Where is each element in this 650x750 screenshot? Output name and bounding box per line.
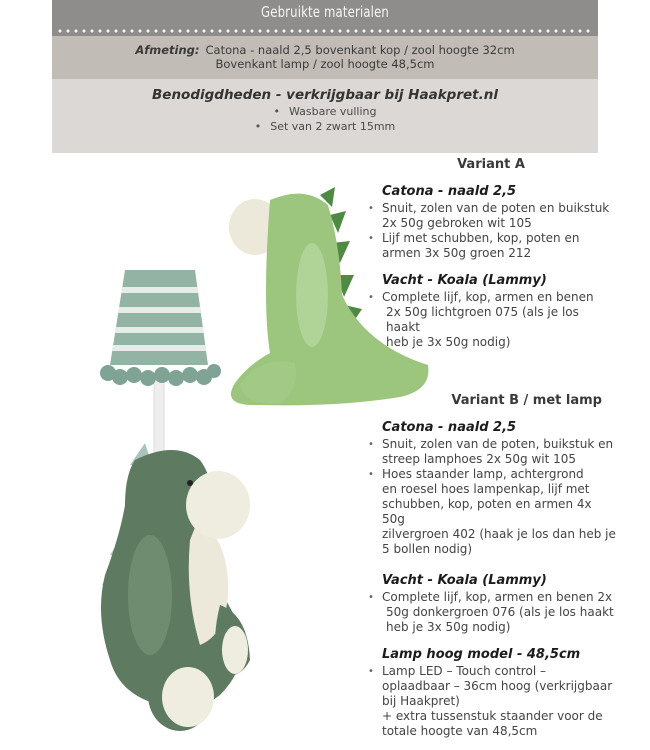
list-item: • Lamp LED – Touch control – oplaadbaar – 36cm hoog (verkrijgbaar bij Haakpret) + extra tussenstuk staander voor de totale hoogte van 48,5cm (366, 664, 616, 739)
section-header (52, 0, 598, 36)
variant-a-section (366, 157, 616, 350)
benodigdheden-band (52, 79, 598, 153)
list-item: • Set van 2 zwart 15mm (52, 119, 598, 134)
variant-a-title: Variant A (457, 157, 525, 172)
list-item: • Complete lijf, kop, armen en benen 2x 50g lichtgroen 075 (als je los haakt heb je 3x 50g nodig) (366, 290, 616, 350)
benodigdheden-title: Benodigdheden - verkrijgbaar bij Haakpret.nl (152, 87, 498, 103)
list-item: • Snuit, zolen van de poten, buikstuk en streep lamphoes 2x 50g wit 105 (366, 437, 616, 467)
afmeting-line-1: Catona - naald 2,5 bovenkant kop / zool hoogte 32cm (205, 43, 515, 57)
afmeting-line-2: Bovenkant lamp / zool hoogte 48,5cm (215, 57, 435, 71)
variant-b-catona-list (366, 437, 616, 557)
list-item: • Lijf met schubben, kop, poten en armen 3x 50g groen 212 (366, 231, 616, 261)
list-item: • Complete lijf, kop, armen en benen 2x 50g donkergroen 076 (als je los haakt heb je 3x 50g nodig) (366, 590, 616, 635)
afmeting-label: Afmeting: (135, 43, 200, 57)
variant-b-vacht-heading: Vacht - Koala (Lammy) (382, 573, 547, 588)
variant-b-vacht-list (366, 590, 616, 635)
afmeting-band (52, 36, 598, 79)
variant-a-catona-heading: Catona - naald 2,5 (382, 184, 517, 199)
list-item: • Wasbare vulling (52, 104, 598, 119)
variant-a-vacht-heading: Vacht - Koala (Lammy) (382, 273, 547, 288)
dotted-divider (56, 29, 594, 33)
list-item: • Snuit, zolen van de poten en buikstuk 2x 50g gebroken wit 105 (366, 201, 616, 231)
variant-a-catona-list (366, 201, 616, 261)
benodigdheden-list (52, 104, 598, 134)
lamp-heading: Lamp hoog model - 48,5cm (382, 647, 581, 662)
lamp-dinosaur-photo (90, 265, 280, 745)
section-title: Gebruikte materialen (260, 3, 390, 21)
variant-b-section (366, 393, 616, 739)
lamp-list (366, 664, 616, 739)
variant-b-title: Variant B / met lamp (451, 393, 602, 408)
variant-b-catona-heading: Catona - naald 2,5 (382, 420, 517, 435)
variant-a-vacht-list (366, 290, 616, 350)
list-item: • Hoes staander lamp, achtergrond en roesel hoes lampenkap, lijf met schubben, kop, poten en armen 4x 50g zilvergroen 402 (haak je los dan heb je 5 bollen nodig) (366, 467, 616, 557)
